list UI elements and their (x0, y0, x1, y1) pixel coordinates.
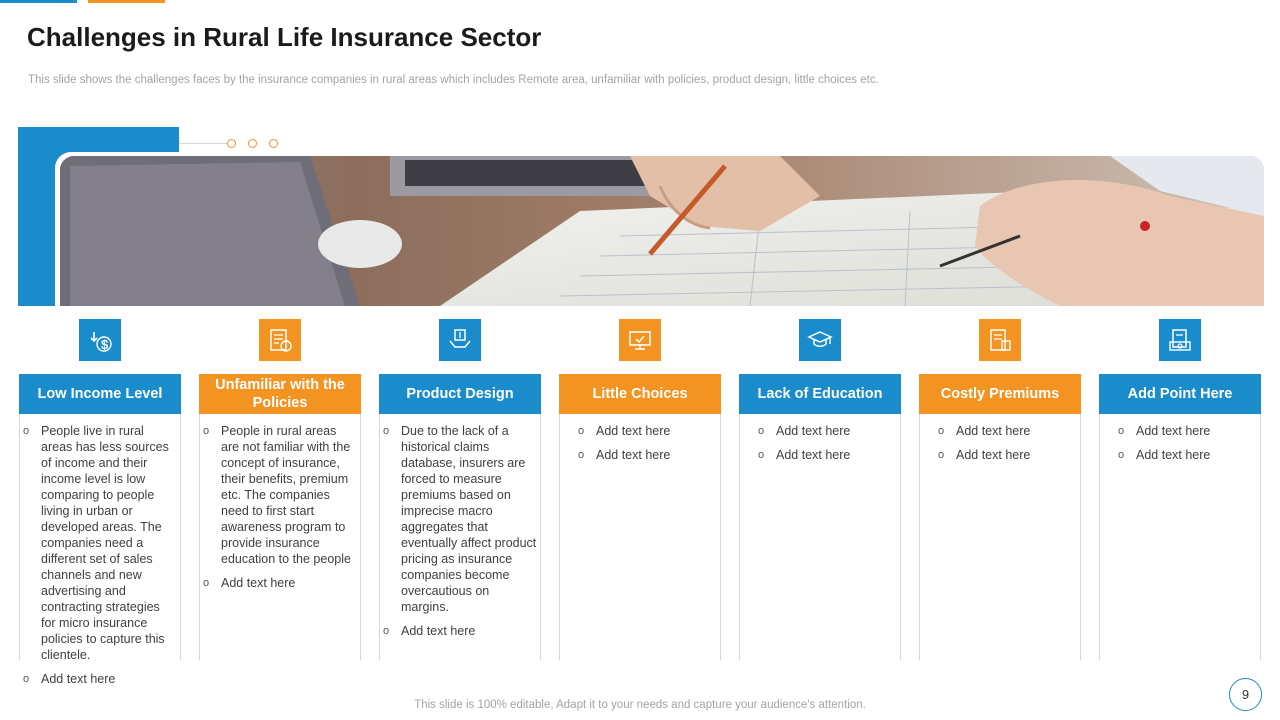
bullet-item (756, 447, 896, 463)
column-header: Little Choices (559, 374, 721, 414)
bullet-text: Add text here (221, 576, 296, 590)
bullet-item (1116, 423, 1256, 439)
column-header: Lack of Education (739, 374, 901, 414)
bullet-marker: o (203, 577, 210, 589)
page-number-badge (1229, 678, 1262, 711)
graduation-cap-icon (799, 319, 841, 361)
bullet-list (381, 423, 537, 647)
connector-dot (248, 139, 257, 148)
bullet-item (381, 423, 537, 615)
column-header: Product Design (379, 374, 541, 414)
bullet-marker: o (578, 425, 585, 437)
bullet-text: Add text here (956, 424, 1031, 438)
slide-title: Challenges in Rural Life Insurance Sector (27, 22, 542, 52)
bullet-item (936, 423, 1076, 439)
invoice-icon (979, 319, 1021, 361)
bullet-marker: o (578, 449, 585, 461)
page-number: 9 (1241, 687, 1250, 702)
bullet-list (936, 423, 1076, 471)
column-header: Low Income Level (19, 374, 181, 414)
bullet-text: Add text here (596, 448, 671, 462)
connector-dot (269, 139, 278, 148)
bill-cash-icon (1159, 319, 1201, 361)
column-header: Add Point Here (1099, 374, 1261, 414)
bullet-text: People live in rural areas has less sources of income and their income level is low comparing to people living in urban or developed areas. The companies need a different set of sales channels and new advertising and contracting strategies for micro insurance policies to capture this clientele. (41, 424, 169, 662)
slide-footer: This slide is 100% editable, Adapt it to your needs and capture your audience's attention. (414, 699, 866, 711)
bullet-list (1116, 423, 1256, 471)
bullet-item (201, 423, 357, 567)
bullet-marker: o (758, 449, 765, 461)
bullet-text: Add text here (1136, 448, 1211, 462)
bullet-item (756, 423, 896, 439)
bullet-marker: o (23, 425, 30, 437)
banner-photo (60, 156, 1264, 306)
bullet-item (1116, 447, 1256, 463)
money-down-icon (79, 319, 121, 361)
bullet-text: Add text here (41, 672, 116, 686)
bullet-marker: o (938, 425, 945, 437)
bullet-text: People in rural areas are not familiar with the concept of insurance, their benefits, premium etc. The companies need to first start awareness program to provide insurance education to the people (221, 424, 351, 566)
bullet-list (756, 423, 896, 471)
bullet-text: Add text here (776, 424, 851, 438)
bullet-item (936, 447, 1076, 463)
bullet-marker: o (383, 625, 390, 637)
hands-protect-icon (439, 319, 481, 361)
bullet-text: Add text here (596, 424, 671, 438)
bullet-item (21, 423, 177, 663)
bullet-marker: o (1118, 425, 1125, 437)
connector-dot (227, 139, 236, 148)
bullet-marker: o (23, 673, 30, 685)
bullet-text: Add text here (1136, 424, 1211, 438)
bullet-item (201, 575, 357, 591)
bullet-list (576, 423, 716, 471)
top-accent-bar-orange (88, 0, 165, 3)
column-header: Costly Premiums (919, 374, 1081, 414)
top-accent-bar-blue (0, 0, 77, 3)
banner-photo-illustration (60, 156, 1264, 306)
slide-subtitle: This slide shows the challenges faces by the insurance companies in rural areas which includes Remote area, unfamiliar with policies, product design, little choices etc. (28, 74, 879, 86)
banner-connector-line (179, 143, 231, 144)
bullet-item (576, 423, 716, 439)
bullet-marker: o (1118, 449, 1125, 461)
bullet-text: Add text here (401, 624, 476, 638)
bullet-item (576, 447, 716, 463)
bullet-list (21, 423, 177, 695)
policy-document-icon (259, 319, 301, 361)
bullet-text: Add text here (956, 448, 1031, 462)
monitor-choice-icon (619, 319, 661, 361)
bullet-item (381, 623, 537, 639)
bullet-marker: o (383, 425, 390, 437)
svg-text:$: $ (101, 337, 109, 352)
column-header: Unfamiliar with the Policies (199, 374, 361, 414)
bullet-marker: o (758, 425, 765, 437)
bullet-marker: o (203, 425, 210, 437)
bullet-item (21, 671, 177, 687)
bullet-text: Due to the lack of a historical claims database, insurers are forced to measure premiums based on imprecise macro aggregates that eventually affect product pricing as insurance companies become overcautious on margins. (401, 424, 537, 614)
bullet-text: Add text here (776, 448, 851, 462)
bullet-list (201, 423, 357, 599)
bullet-marker: o (938, 449, 945, 461)
